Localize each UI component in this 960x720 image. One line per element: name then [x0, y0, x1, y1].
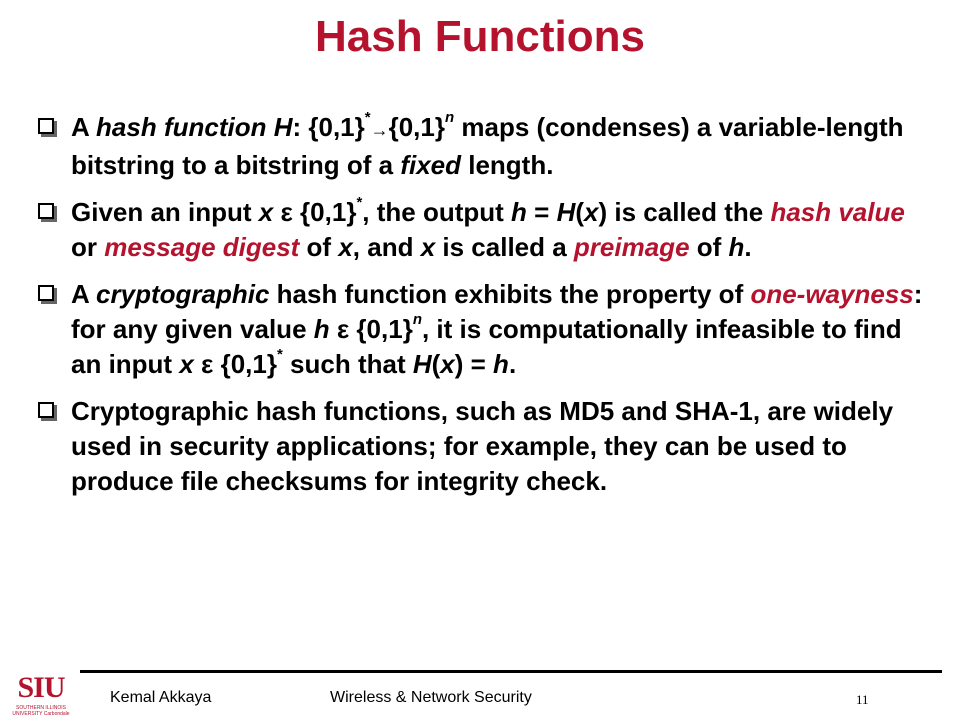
- slide-title: Hash Functions: [314, 12, 646, 61]
- page-number: 11: [856, 692, 869, 707]
- bullet-list: [38, 110, 938, 511]
- arrow-right-icon: →: [370, 120, 389, 140]
- term-message-digest: message digest: [104, 232, 300, 262]
- square-bullet-icon: [38, 118, 57, 137]
- bullet-item-hash-definition: A hash function H: $\{0,1\}^*\to\{0,1\}^n$ maps (condenses) a variable-length bitstring to a bitstring of a fixed length.: [38, 110, 938, 183]
- university-logo: SIU SOUTHERN ILLINOIS UNIVERSITY Carbondale: [12, 671, 70, 717]
- footer-course: Wireless & Network Security: [330, 689, 532, 706]
- term-one-wayness: one-wayness: [750, 279, 914, 309]
- square-bullet-icon: [38, 285, 57, 304]
- footer-author: Kemal Akkaya: [110, 689, 212, 706]
- bullet-item-one-wayness: A cryptographic hash function exhibits the property of one-wayness: for any given value h ε $\{0,1\}^n$, it is computationally infeasible to find an input x ε {0,1}* such that H(x) = h.: [38, 277, 938, 382]
- footer-divider: [80, 670, 942, 673]
- bullet-item-hash-value: Given an input x ε {0,1}*, the output h = H(x) is called the hash value or message digest of x, and x is called a preimage of h.: [38, 195, 938, 265]
- term-hash-value: hash value: [770, 197, 905, 227]
- term-preimage: preimage: [573, 232, 690, 262]
- square-bullet-icon: [38, 203, 57, 222]
- square-bullet-icon: [38, 402, 57, 421]
- bullet-item-applications: Cryptographic hash functions, such as MD5 and SHA-1, are widely used in security applications; for example, they can be used to produce file checksums for integrity check.: [38, 394, 938, 499]
